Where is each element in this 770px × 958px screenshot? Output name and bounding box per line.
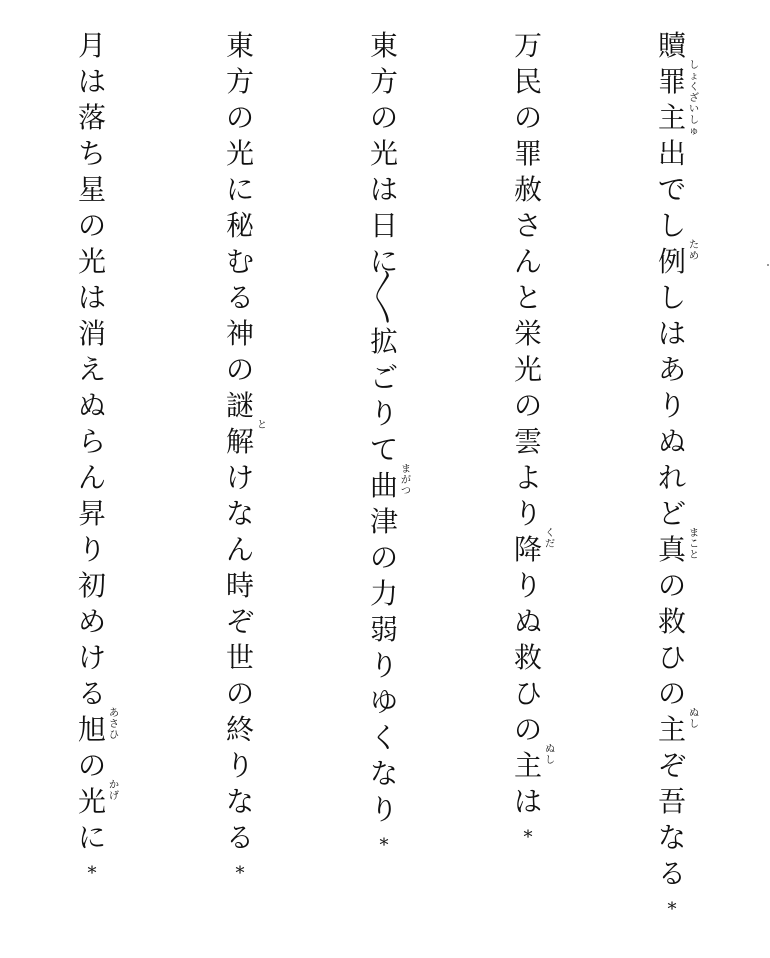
char-text: の: [225, 101, 254, 134]
furigana-reading: あさひ: [109, 708, 119, 741]
verse-char: [222, 460, 258, 496]
char-text: な: [657, 821, 686, 854]
verse-char: [222, 568, 258, 604]
verse-char: [654, 60, 699, 137]
verse-char: [510, 64, 546, 100]
verse-char: [222, 640, 258, 676]
char-text: て: [369, 433, 398, 466]
verse-char: [654, 352, 690, 388]
char-text: 救: [657, 605, 686, 638]
verse-char: [74, 352, 110, 388]
char-text: の: [657, 569, 686, 602]
verse-char: [74, 208, 110, 244]
char-text: 例: [657, 245, 686, 278]
verse-char: [222, 136, 258, 172]
char-text: な: [225, 785, 254, 818]
verse-char: [366, 172, 402, 208]
verse-char: [654, 136, 690, 172]
char-text: ち: [77, 137, 106, 170]
char-text: く: [369, 721, 398, 754]
verse-char: [654, 820, 690, 856]
char-text: る: [225, 281, 254, 314]
verse-char: [366, 648, 402, 684]
verse-char: [74, 172, 110, 208]
char-text: で: [657, 173, 686, 206]
furigana-reading: しょくざいしゅ: [689, 60, 699, 137]
verse-char: [654, 316, 690, 352]
char-text: 解: [225, 425, 254, 458]
verse-char: [654, 208, 690, 244]
verse-column-4: [218, 28, 267, 886]
char-text: 拡: [369, 325, 398, 358]
char-text: ぞ: [657, 749, 686, 782]
verse-char: [510, 712, 546, 748]
verse-char: [366, 612, 402, 648]
verse-char: [510, 744, 555, 784]
char-text: る: [225, 821, 254, 854]
char-text: の: [225, 677, 254, 710]
char-text: し: [657, 281, 686, 314]
furigana-reading: まがつ: [401, 464, 411, 497]
verse-end-asterisk: *: [523, 827, 533, 848]
verse-char: [510, 280, 546, 316]
verse-char: [366, 280, 402, 324]
verse-char: [366, 64, 402, 100]
char-text: る: [77, 677, 106, 710]
verse-char: [510, 244, 546, 280]
verse-char: [366, 504, 402, 540]
char-text: り: [369, 793, 398, 826]
verse-char: [74, 424, 110, 460]
verse-char: [366, 576, 402, 612]
verse-char: [510, 784, 546, 820]
verse-char: [222, 604, 258, 640]
char-text: む: [225, 245, 254, 278]
char-text: に: [225, 173, 254, 206]
verse-char: [366, 360, 402, 396]
verse-char: [654, 604, 690, 640]
verse-column-5: [70, 28, 119, 886]
verse-char: [654, 496, 690, 532]
char-text: り: [513, 497, 542, 530]
char-text: 吾: [657, 785, 686, 818]
verse-char: [222, 388, 258, 424]
char-text: と: [513, 281, 542, 314]
verse-char: [366, 792, 402, 828]
char-text: 出: [657, 137, 686, 170]
verse-char: [366, 684, 402, 720]
char-text: 民: [513, 65, 542, 98]
char-text: る: [657, 857, 686, 890]
char-text: り: [657, 389, 686, 422]
char-text: の: [513, 713, 542, 746]
verse-char: [222, 496, 258, 532]
char-text: の: [657, 677, 686, 710]
char-text: は: [77, 65, 106, 98]
verse-char: [510, 424, 546, 460]
verse-char: [654, 784, 690, 820]
char-text: ん: [513, 245, 542, 278]
verse-char: [74, 244, 110, 280]
char-text: け: [77, 641, 106, 674]
verse-char: [222, 64, 258, 100]
char-text: ん: [77, 461, 106, 494]
char-text: 罪: [513, 137, 542, 170]
char-text: 方: [369, 65, 398, 98]
verse-char: [74, 28, 110, 64]
char-text: 星: [77, 173, 106, 206]
verse-char: [74, 640, 110, 676]
furigana-reading: ぬし: [545, 744, 555, 766]
char-text: め: [77, 605, 106, 638]
furigana-reading: まこと: [689, 528, 699, 561]
char-text: 弱: [369, 613, 398, 646]
char-text: 東: [225, 29, 254, 62]
verse-char: [510, 568, 546, 604]
verse-char: [654, 172, 690, 208]
char-text: 旭: [77, 713, 106, 746]
char-text: ぬ: [657, 425, 686, 458]
char-text: 万: [513, 29, 542, 62]
verse-char: [366, 432, 402, 468]
verse-char: [222, 100, 258, 136]
verse-char: [654, 28, 690, 64]
char-text: け: [225, 461, 254, 494]
verse-char: [510, 460, 546, 496]
char-text: り: [369, 397, 398, 430]
verse-char: [222, 784, 258, 820]
char-text: 主: [657, 713, 686, 746]
verse-char: [366, 396, 402, 432]
char-text: 秘: [225, 209, 254, 242]
char-text: 雲: [513, 425, 542, 458]
verse-char: [222, 820, 258, 856]
verse-char: [222, 316, 258, 352]
verse-char: [74, 460, 110, 496]
verse-char: [366, 208, 402, 244]
verse-char: [366, 100, 402, 136]
verse-column-2: [506, 28, 555, 850]
verse-char: [654, 568, 690, 604]
verse-char: [366, 464, 411, 504]
char-text: に: [369, 245, 398, 278]
verse-char: [74, 100, 110, 136]
verse-end-asterisk: *: [379, 835, 389, 856]
verse-char: [654, 100, 690, 136]
verse-char: [510, 136, 546, 172]
verse-char: [74, 748, 110, 784]
char-text: さ: [513, 209, 542, 242]
verse-char: [222, 280, 258, 316]
char-text: 真: [657, 533, 686, 566]
char-text: 終: [225, 713, 254, 746]
char-text: の: [77, 209, 106, 242]
char-text: 贖: [657, 29, 686, 62]
char-text: の: [369, 101, 398, 134]
char-text: 栄: [513, 317, 542, 350]
char-text: ひ: [513, 677, 542, 710]
char-text: 光: [77, 245, 106, 278]
verse-char: [366, 136, 402, 172]
char-text: 救: [513, 641, 542, 674]
verse-char: [654, 280, 690, 316]
verse-char: [74, 708, 119, 748]
verse-char: [510, 172, 546, 208]
verse-end-asterisk: *: [667, 899, 677, 920]
verse-char: [510, 640, 546, 676]
verse-char: [654, 708, 699, 748]
verse-char: [222, 712, 258, 748]
char-text: は: [77, 281, 106, 314]
char-text: の: [513, 389, 542, 422]
char-text: 消: [77, 317, 106, 350]
verse-char: [74, 280, 110, 316]
furigana-reading: ぬし: [689, 708, 699, 730]
verse-char: [510, 604, 546, 640]
char-text: ご: [369, 361, 398, 394]
verse-char: [510, 100, 546, 136]
verse-char: [366, 540, 402, 576]
verse-char: [222, 172, 258, 208]
char-text: な: [225, 497, 254, 530]
char-text: 方: [225, 65, 254, 98]
verse-char: [74, 496, 110, 532]
verse-char: [74, 136, 110, 172]
char-text: な: [369, 757, 398, 790]
verse-char: [366, 324, 402, 360]
char-text: よ: [513, 461, 542, 494]
char-text: 月: [77, 29, 106, 62]
char-text: 力: [369, 577, 398, 610]
char-text: 落: [77, 101, 106, 134]
char-text: 〱: [369, 281, 398, 314]
verse-char: [654, 460, 690, 496]
verse-column-3: [362, 28, 411, 858]
char-text: 降: [513, 533, 542, 566]
char-text: り: [225, 749, 254, 782]
char-text: 赦: [513, 173, 542, 206]
char-text: ん: [225, 533, 254, 566]
char-text: ゆ: [369, 685, 398, 718]
verse-char: [74, 532, 110, 568]
verse-char: [222, 676, 258, 712]
char-text: は: [369, 173, 398, 206]
char-text: 東: [369, 29, 398, 62]
verse-char: [654, 240, 699, 280]
verse-char: [74, 64, 110, 100]
verse-char: [654, 856, 690, 892]
verse-char: [654, 748, 690, 784]
char-text: 罪: [657, 65, 686, 98]
char-text: 曲: [369, 469, 398, 502]
verse-char: [222, 208, 258, 244]
char-text: に: [77, 821, 106, 854]
char-text: 主: [657, 101, 686, 134]
verse-char: [510, 28, 546, 64]
verse-char: [510, 316, 546, 352]
char-text: 光: [77, 785, 106, 818]
char-text: 日: [369, 209, 398, 242]
verse-char: [654, 388, 690, 424]
verse-char: [366, 720, 402, 756]
char-text: 光: [369, 137, 398, 170]
char-text: ぬ: [513, 605, 542, 638]
char-text: の: [77, 749, 106, 782]
char-text: は: [657, 317, 686, 350]
verse-char: [222, 352, 258, 388]
verse-char: [222, 748, 258, 784]
char-text: ど: [657, 497, 686, 530]
char-text: 初: [77, 569, 106, 602]
verse-char: [654, 640, 690, 676]
char-text: り: [77, 533, 106, 566]
verse-char: [74, 568, 110, 604]
char-text: ぬ: [77, 389, 106, 422]
char-text: の: [369, 541, 398, 574]
furigana-reading: くだ: [545, 528, 555, 550]
char-text: は: [513, 785, 542, 818]
char-text: あ: [657, 353, 686, 386]
char-text: 光: [225, 137, 254, 170]
char-text: の: [513, 101, 542, 134]
verse-column-1: [650, 28, 699, 922]
char-text: ひ: [657, 641, 686, 674]
verse-char: [654, 528, 699, 568]
char-text: 光: [513, 353, 542, 386]
char-text: り: [513, 569, 542, 602]
char-text: 津: [369, 505, 398, 538]
furigana-reading: ため: [689, 240, 699, 262]
char-text: し: [657, 209, 686, 242]
char-text: 世: [225, 641, 254, 674]
furigana-reading: かげ: [109, 780, 119, 802]
char-text: 神: [225, 317, 254, 350]
char-text: 謎: [225, 389, 254, 422]
verse-char: [654, 676, 690, 712]
verse-char: [366, 756, 402, 792]
verse-char: [366, 244, 402, 280]
verse-char: [366, 28, 402, 64]
verse-char: [222, 28, 258, 64]
char-text: れ: [657, 461, 686, 494]
verse-char: [510, 528, 555, 568]
verse-char: [510, 388, 546, 424]
char-text: え: [77, 353, 106, 386]
scan-speck: [767, 264, 769, 266]
verse-char: [74, 604, 110, 640]
verse-char: [222, 532, 258, 568]
char-text: 時: [225, 569, 254, 602]
verse-char: [222, 244, 258, 280]
verse-char: [222, 420, 267, 460]
char-text: ら: [77, 425, 106, 458]
verse-char: [74, 388, 110, 424]
verse-char: [510, 496, 546, 532]
verse-char: [74, 676, 110, 712]
verse-char: [654, 424, 690, 460]
char-text: り: [369, 649, 398, 682]
verse-char: [510, 352, 546, 388]
verse-char: [74, 820, 110, 856]
verse-end-asterisk: *: [87, 863, 97, 884]
char-text: 昇: [77, 497, 106, 530]
verse-char: [510, 208, 546, 244]
char-text: 主: [513, 749, 542, 782]
verse-char: [74, 316, 110, 352]
furigana-reading: と: [257, 420, 267, 431]
char-text: の: [225, 353, 254, 386]
verse-char: [510, 676, 546, 712]
verse-end-asterisk: *: [235, 863, 245, 884]
verse-char: [74, 780, 119, 820]
char-text: ぞ: [225, 605, 254, 638]
